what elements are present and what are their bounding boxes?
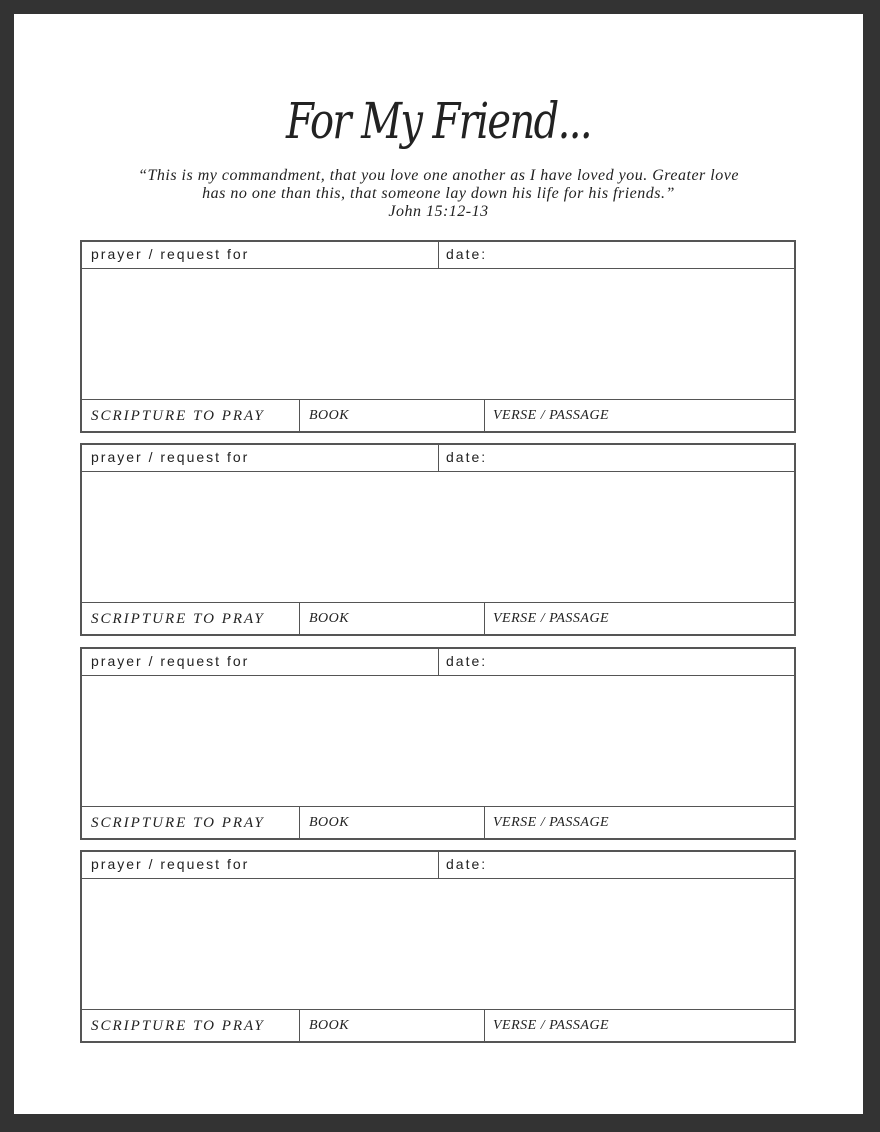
section-footer [82,602,794,635]
section-header [82,852,794,879]
verse-label: VERSE / PASSAGE [493,408,610,423]
request-field[interactable] [82,242,439,268]
scripture-cell [82,400,300,432]
prayer-section [80,443,796,636]
book-field[interactable] [300,400,485,432]
scripture-cell [82,1010,300,1042]
verse-label: VERSE / PASSAGE [493,611,610,626]
scripture-label: SCRIPTURE TO PRAY [91,815,265,831]
section-footer [82,1009,794,1042]
request-label: prayer / request for [91,246,250,262]
date-label: date: [446,246,488,262]
prayer-section [80,240,796,433]
date-label: date: [446,449,488,465]
book-field[interactable] [300,1010,485,1042]
verse-label: VERSE / PASSAGE [493,1018,610,1033]
book-field[interactable] [300,603,485,635]
request-field[interactable] [82,445,439,471]
book-label: BOOK [309,408,350,423]
prayer-notes-area[interactable] [82,269,794,399]
prayer-section [80,850,796,1043]
request-field[interactable] [82,649,439,675]
prayer-notes-area[interactable] [82,676,794,806]
prayer-section [80,647,796,840]
book-field[interactable] [300,807,485,839]
request-label: prayer / request for [91,449,250,465]
quote-line-1: “This is my commandment, that you love one another as I have loved you. Greater love [138,167,739,184]
date-label: date: [446,653,488,669]
request-label: prayer / request for [91,856,250,872]
request-field[interactable] [82,852,439,878]
prayer-notes-area[interactable] [82,472,794,602]
section-footer [82,806,794,839]
section-header [82,649,794,676]
prayer-notes-area[interactable] [82,879,794,1009]
scripture-cell [82,603,300,635]
scripture-quote [74,167,803,221]
scripture-label: SCRIPTURE TO PRAY [91,611,265,627]
book-label: BOOK [309,611,350,626]
quote-line-2: has no one than this, that someone lay down his life for his friends.” [202,185,675,202]
scripture-label: SCRIPTURE TO PRAY [91,1018,265,1034]
quote-reference: John 15:12-13 [388,203,489,220]
section-header [82,445,794,472]
section-footer [82,399,794,432]
scripture-cell [82,807,300,839]
book-label: BOOK [309,815,350,830]
page-title: For My Friend... [285,92,591,150]
verse-label: VERSE / PASSAGE [493,815,610,830]
request-label: prayer / request for [91,653,250,669]
section-header [82,242,794,269]
book-label: BOOK [309,1018,350,1033]
worksheet-page [14,14,863,1114]
scripture-label: SCRIPTURE TO PRAY [91,408,265,424]
date-label: date: [446,856,488,872]
